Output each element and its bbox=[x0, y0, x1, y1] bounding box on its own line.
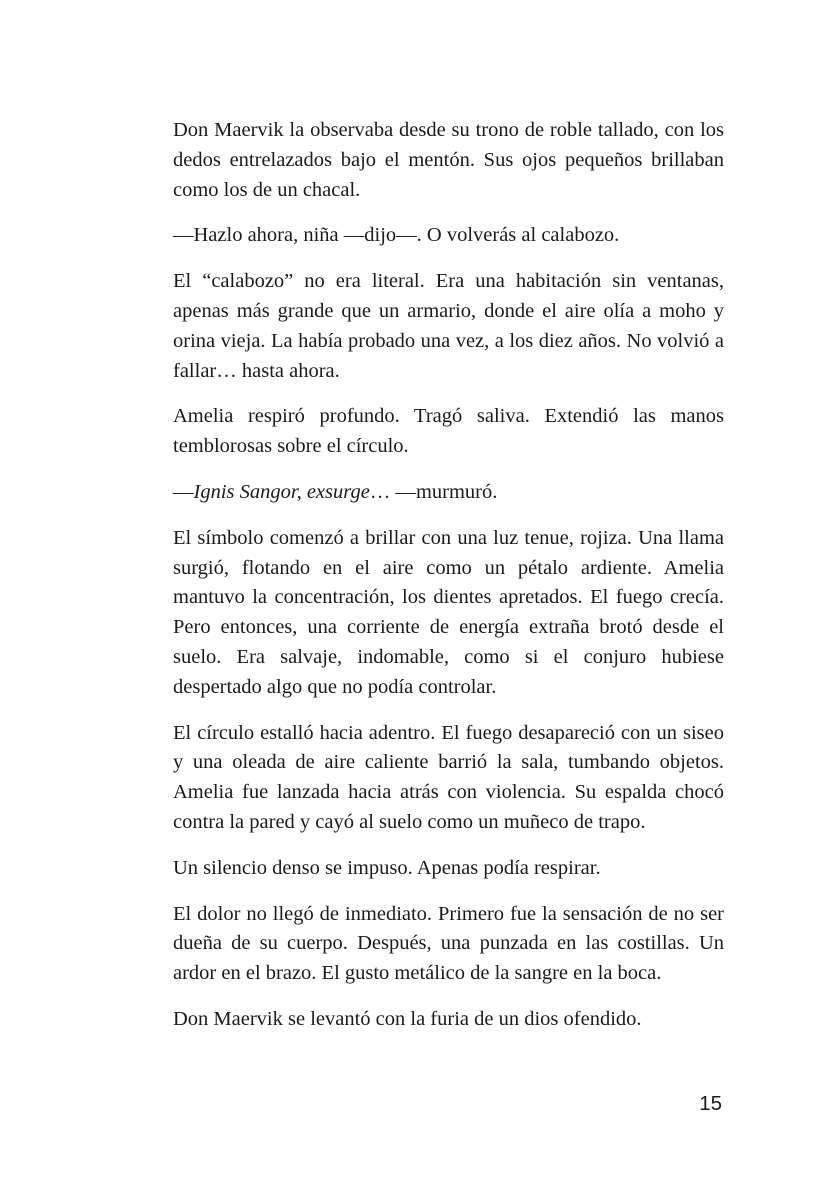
paragraph-symbol-glow: El símbolo comenzó a brillar con una luz tenue, rojiza. Una llama surgió, flotando en el aire como un pétalo ardiente. Amelia mantuvo la concentración, los dientes apretados. El fuego crecía. Pero entonces, una corriente de energía extraña brotó desde el suelo. Era salvaje, indomable, como si el conjuro hubiese despertado algo que no podía controlar. bbox=[173, 526, 724, 698]
paragraph-dialogue-order: —Hazlo ahora, niña —dijo—. O volverás al calabozo. bbox=[173, 224, 620, 247]
paragraph-explosion: El círculo estalló hacia adentro. El fuego desapareció con un siseo y una oleada de aire caliente barrió la sala, tumbando objetos. Amelia fue lanzada hacia atrás con violencia. Su espalda chocó contra la pared y cayó al suelo como un muñeco de trapo. bbox=[173, 721, 724, 833]
page-number: 15 bbox=[699, 1092, 722, 1115]
paragraph-throne: Don Maervik la observaba desde su trono de roble tallado, con los dedos entrelazados bajo el mentón. Sus ojos pequeños brillaban como los de un chacal. bbox=[173, 119, 724, 201]
incantation-italic: Ignis Sangor, exsurge bbox=[193, 480, 370, 503]
paragraph-pain: El dolor no llegó de inmediato. Primero fue la sensación de no ser dueña de su cuerpo. Después, una punzada en las costillas. Un ardor en el brazo. El gusto metálico de la sangre en la boca. bbox=[173, 902, 724, 985]
paragraph-incantation bbox=[173, 478, 724, 508]
paragraph-silence: Un silencio denso se impuso. Apenas podía respirar. bbox=[173, 856, 601, 879]
paragraph-maervik-rises: Don Maervik se levantó con la furia de un dios ofendido. bbox=[173, 1007, 642, 1030]
paragraph-amelia-breath: Amelia respiró profundo. Tragó saliva. Extendió las manos temblorosas sobre el círculo. bbox=[173, 405, 724, 458]
paragraph-dungeon: El “calabozo” no era literal. Era una habitación sin ventanas, apenas más grande que un armario, donde el aire olía a moho y orina vieja. La había probado una vez, a los diez años. No volvió a fallar… hasta ahora. bbox=[173, 270, 724, 382]
page-body bbox=[173, 116, 724, 1051]
incantation-rest: —murmuró. bbox=[390, 480, 498, 503]
incantation-dash: — bbox=[173, 480, 194, 503]
incantation-ellipsis: … bbox=[369, 480, 391, 503]
